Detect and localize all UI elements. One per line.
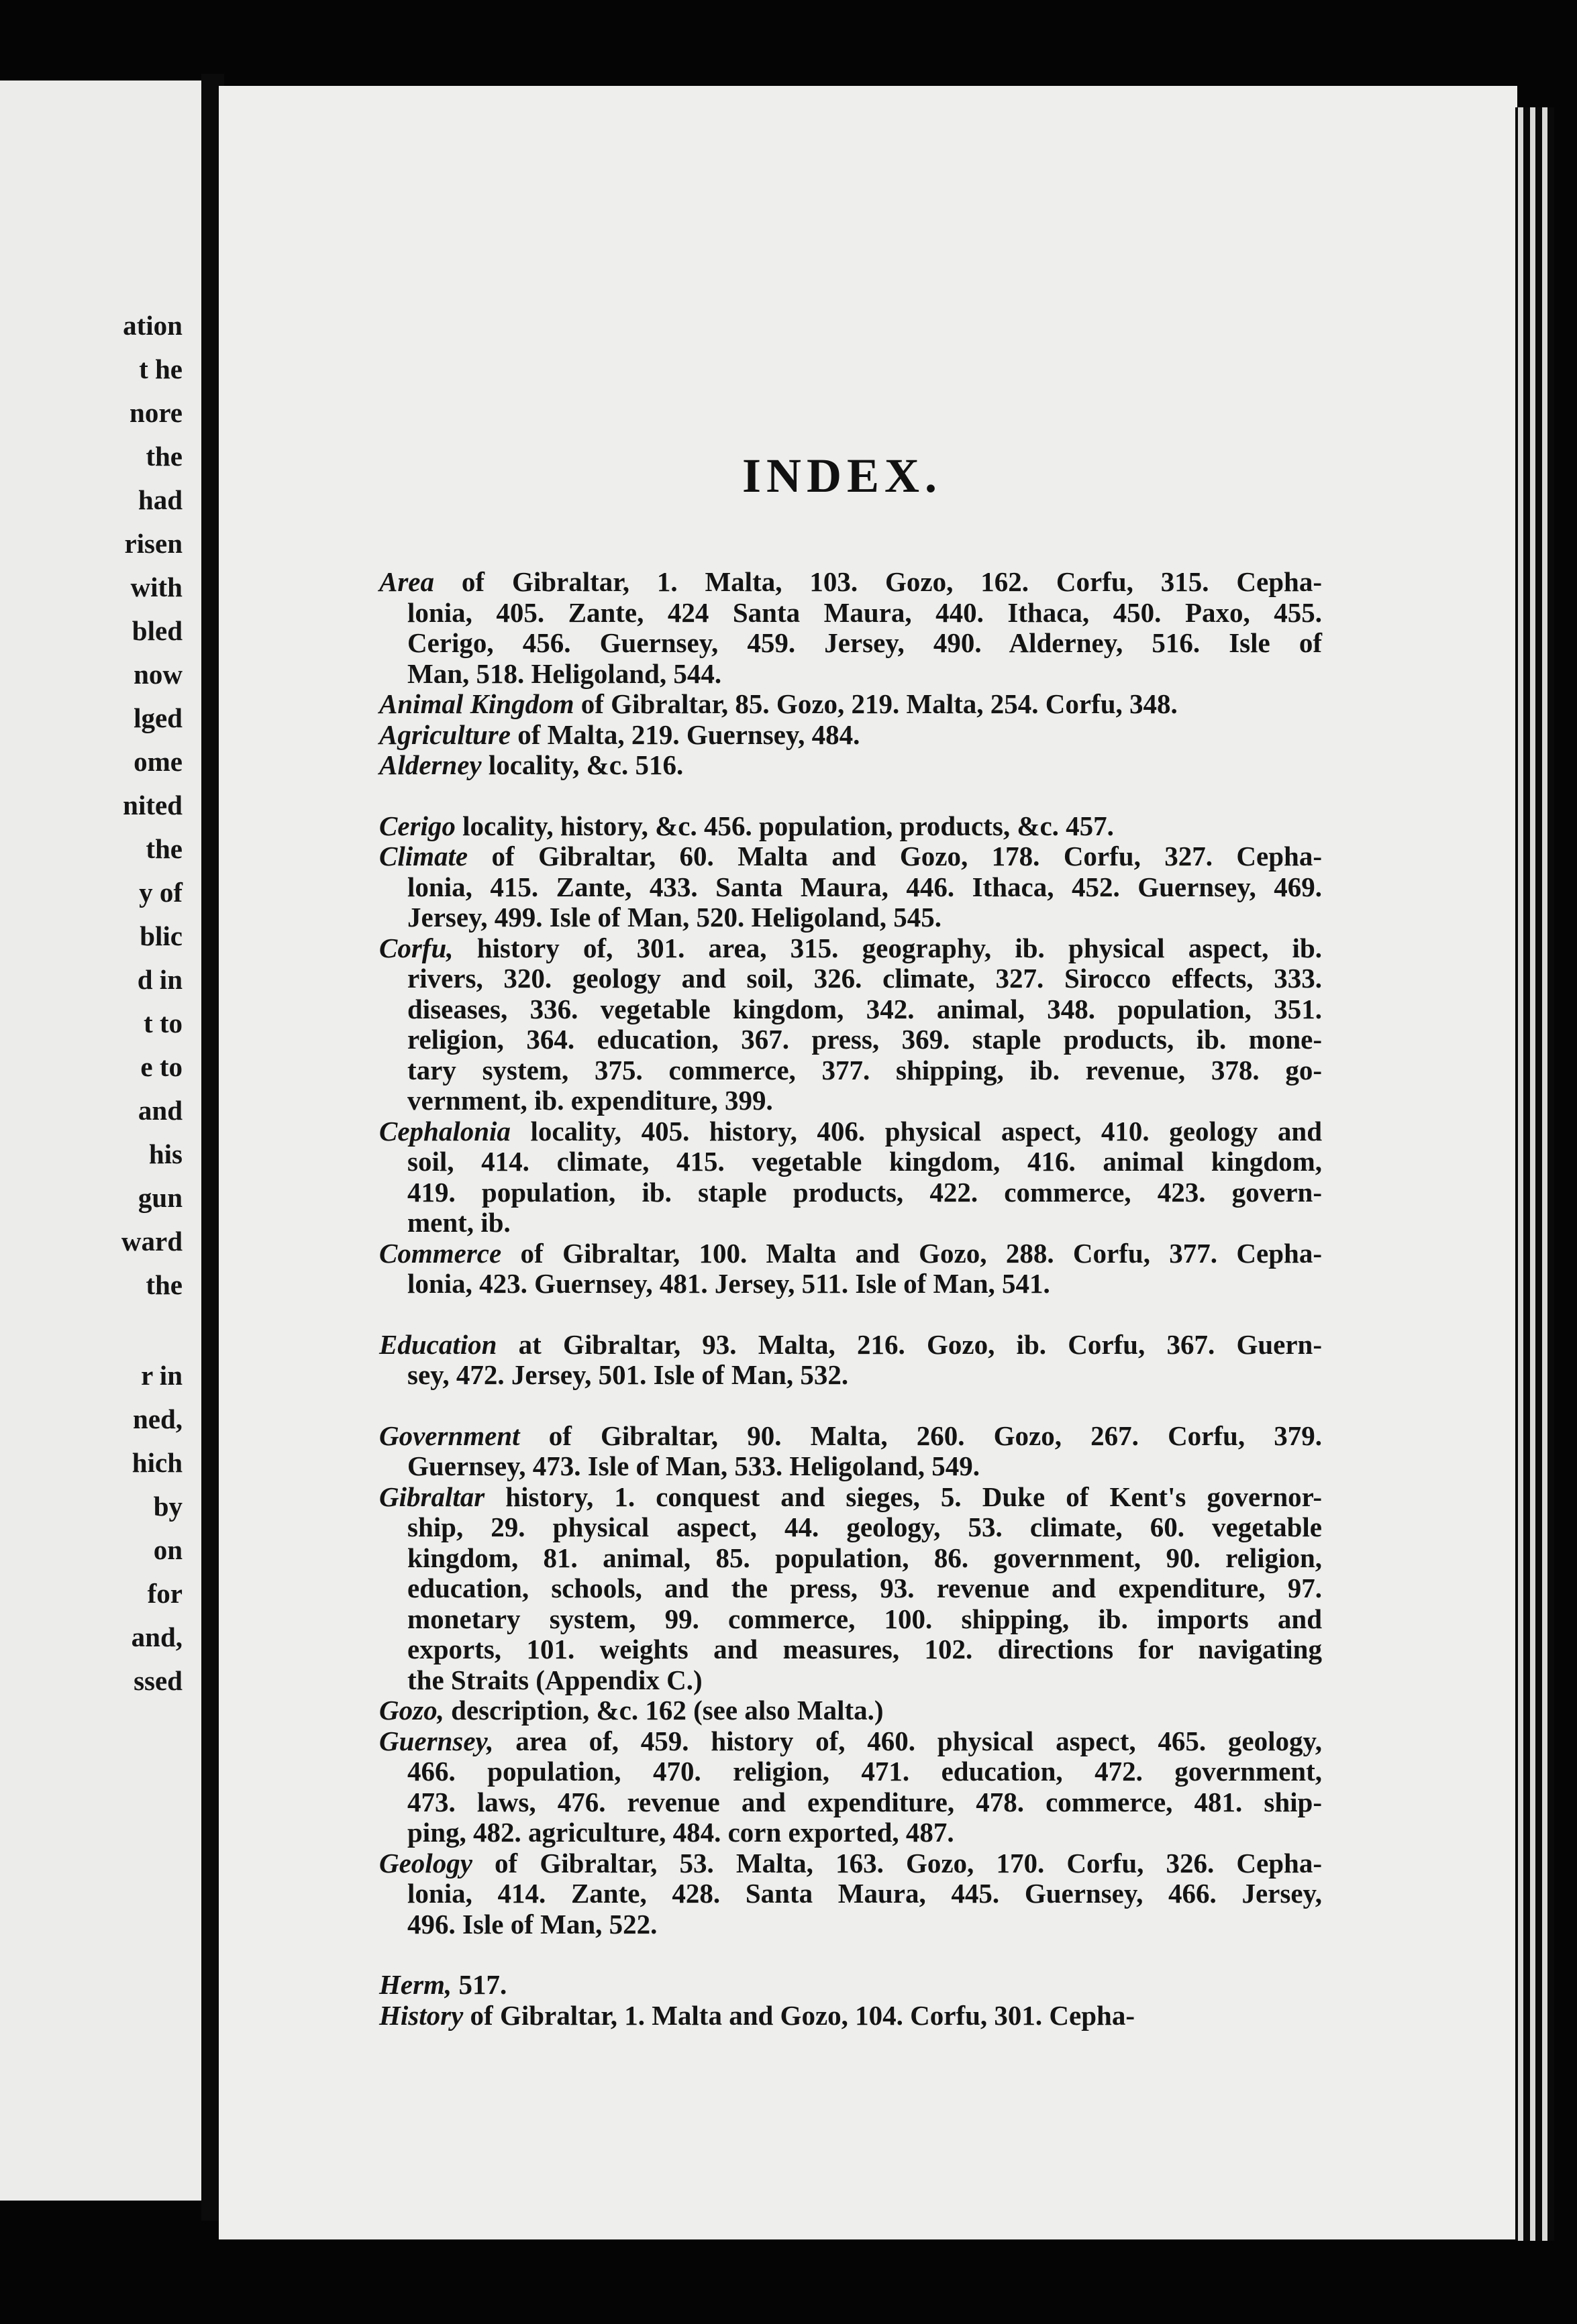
entry-continuation-line: religion, 364. education, 367. press, 369. staple products, ib. mone- <box>407 1024 1322 1055</box>
entry-heading: Gozo, <box>379 1695 444 1726</box>
left-page <box>0 81 201 2201</box>
index-entry <box>379 811 1322 842</box>
entry-heading: Corfu, <box>379 932 454 963</box>
entry-continuation-line: 496. Isle of Man, 522. <box>407 1908 658 1940</box>
index-entry <box>379 1848 1322 1940</box>
left-page-text-fragment: blic <box>140 920 183 951</box>
entry-text: locality, 405. history, 406. physical aspect, 410. geology and <box>510 1115 1322 1147</box>
left-page-text-fragment: the <box>146 833 183 864</box>
entry-text: of Gibraltar, 1. Malta and Gozo, 104. Corfu, 301. Cepha- <box>463 1999 1135 2031</box>
index-entry <box>379 1482 1322 1696</box>
entry-continuation-line: the Straits (Appendix C.) <box>407 1664 703 1695</box>
entry-continuation-line: Cerigo, 456. Guernsey, 459. Jersey, 490. Alderney, 516. Isle of <box>407 627 1322 658</box>
entry-heading: Alderney <box>379 749 482 780</box>
entry-text: history, 1. conquest and sieges, 5. Duke of Kent's governor- <box>485 1481 1322 1512</box>
entry-continuation-line: ping, 482. agriculture, 484. corn exported, 487. <box>407 1817 954 1848</box>
left-page-text-fragment: on <box>153 1534 183 1565</box>
left-page-text-fragment: ward <box>121 1226 183 1257</box>
entry-continuation-line: ship, 29. physical aspect, 44. geology, 53. climate, 60. vegetable <box>407 1512 1322 1542</box>
left-page-text-fragment: ome <box>134 746 183 777</box>
entry-text: of Gibraltar, 100. Malta and Gozo, 288. Corfu, 377. Cepha- <box>501 1237 1322 1269</box>
entry-continuation-line: sey, 472. Jersey, 501. Isle of Man, 532. <box>407 1359 849 1390</box>
entry-continuation-line: lonia, 415. Zante, 433. Santa Maura, 446. Ithaca, 452. Guernsey, 469. <box>407 871 1322 902</box>
entry-continuation-line: soil, 414. climate, 415. vegetable kingdom, 416. animal kingdom, <box>407 1146 1322 1177</box>
entry-continuation-line: Guernsey, 473. Isle of Man, 533. Heligoland, 549. <box>407 1450 980 1481</box>
entry-heading: History <box>379 1999 464 2031</box>
index-entry <box>379 1116 1322 1238</box>
left-page-text-fragment: lged <box>134 702 183 733</box>
entry-heading: Cerigo <box>379 810 456 841</box>
page-edges <box>1515 107 1554 2241</box>
left-page-text-fragment: risen <box>124 528 183 559</box>
left-page-text-fragment: d in <box>137 964 183 995</box>
left-page-text-fragment: nore <box>130 397 183 428</box>
left-page-text-fragment: and <box>138 1095 183 1126</box>
entry-continuation-line: tary system, 375. commerce, 377. shipping, ib. revenue, 378. go- <box>407 1054 1322 1086</box>
entry-continuation-line: rivers, 320. geology and soil, 326. climate, 327. Sirocco effects, 333. <box>407 963 1322 994</box>
entry-heading: Area <box>379 566 434 597</box>
entry-continuation-line: lonia, 414. Zante, 428. Santa Maura, 445. Guernsey, 466. Jersey, <box>407 1878 1322 1909</box>
index-entry <box>379 1726 1322 1848</box>
left-page-text-fragment: gun <box>138 1182 183 1213</box>
left-page-text-fragment: ssed <box>134 1665 183 1696</box>
entry-continuation-line: ment, ib. <box>407 1207 511 1238</box>
left-page-text-fragment: and, <box>131 1622 183 1652</box>
index-entry <box>379 933 1322 1116</box>
index-entry <box>379 1695 1322 1726</box>
left-page-text-fragment: r in <box>141 1360 183 1391</box>
index-entry <box>379 1238 1322 1300</box>
index-entry <box>379 841 1322 933</box>
entry-text: of Gibraltar, 90. Malta, 260. Gozo, 267. Corfu, 379. <box>519 1420 1322 1451</box>
index-entry <box>379 1970 1322 2001</box>
left-page-text-fragment: y of <box>139 877 183 908</box>
entry-heading: Education <box>379 1328 497 1360</box>
entry-text: of Gibraltar, 1. Malta, 103. Gozo, 162. Corfu, 315. Cepha- <box>434 566 1322 597</box>
index-entry <box>379 1421 1322 1482</box>
left-page-text-fragment: with <box>130 572 183 602</box>
left-page-text-fragment: t he <box>139 354 183 384</box>
left-page-text-fragment: e to <box>140 1051 183 1082</box>
entry-continuation-line: Man, 518. Heligoland, 544. <box>407 657 722 689</box>
entry-text: of Gibraltar, 85. Gozo, 219. Malta, 254. Corfu, 348. <box>574 688 1178 719</box>
entry-continuation-line: lonia, 423. Guernsey, 481. Jersey, 511. Isle of Man, 541. <box>407 1268 1050 1299</box>
left-page-text-fragment: ation <box>123 310 183 341</box>
entry-text: locality, history, &c. 456. population, products, &c. 457. <box>455 810 1114 841</box>
entry-heading: Cephalonia <box>379 1115 511 1147</box>
entry-text: 517. <box>452 1969 507 2000</box>
left-page-text-fragment: ned, <box>132 1404 183 1434</box>
entry-continuation-line: education, schools, and the press, 93. revenue and expenditure, 97. <box>407 1573 1322 1603</box>
left-page-text-fragment: bled <box>132 615 183 646</box>
left-page-text-fragment: for <box>147 1578 183 1609</box>
index-entry <box>379 689 1322 720</box>
entry-continuation-line: monetary system, 99. commerce, 100. shipping, ib. imports and <box>407 1603 1322 1634</box>
entry-continuation-line: Jersey, 499. Isle of Man, 520. Heligoland, 545. <box>407 902 942 933</box>
entry-text: description, &c. 162 (see also Malta.) <box>444 1695 884 1726</box>
entry-heading: Geology <box>379 1847 472 1879</box>
entry-text: locality, &c. 516. <box>481 749 684 780</box>
entry-heading: Animal Kingdom <box>379 688 574 719</box>
left-page-text-fragment: had <box>138 484 183 515</box>
entry-text: of Malta, 219. Guernsey, 484. <box>510 719 860 750</box>
entry-continuation-line: 473. laws, 476. revenue and expenditure, 478. commerce, 481. ship- <box>407 1786 1322 1817</box>
page-title: INDEX. <box>742 449 943 503</box>
left-page-text-fragment: hich <box>132 1447 183 1478</box>
entry-heading: Agriculture <box>379 719 511 750</box>
entry-continuation-line: lonia, 405. Zante, 424 Santa Maura, 440. Ithaca, 450. Paxo, 455. <box>407 596 1322 628</box>
entry-continuation-line: diseases, 336. vegetable kingdom, 342. animal, 348. population, 351. <box>407 993 1322 1024</box>
entry-text: of Gibraltar, 60. Malta and Gozo, 178. Corfu, 327. Cepha- <box>468 841 1322 872</box>
left-page-text-fragment: t to <box>143 1008 183 1039</box>
left-page-text-fragment: the <box>146 1269 183 1300</box>
entry-heading: Guernsey, <box>379 1725 494 1756</box>
index-entry <box>379 567 1322 689</box>
entry-heading: Commerce <box>379 1237 502 1269</box>
entry-heading: Climate <box>379 841 468 872</box>
left-page-text-fragment: by <box>153 1491 183 1522</box>
entry-continuation-line: 419. population, ib. staple products, 422. commerce, 423. govern- <box>407 1176 1322 1208</box>
entry-heading: Herm, <box>379 1969 452 2000</box>
entry-continuation-line: vernment, ib. expenditure, 399. <box>407 1085 773 1116</box>
index-entry <box>379 720 1322 751</box>
index-entry <box>379 750 1322 781</box>
left-page-text-fragment: the <box>146 441 183 472</box>
index-entries <box>379 567 1322 2031</box>
index-entry <box>379 1330 1322 1391</box>
left-page-text-fragment: nited <box>123 790 183 821</box>
entry-heading: Government <box>379 1420 520 1451</box>
left-page-text-fragment: his <box>148 1139 183 1169</box>
entry-text: at Gibraltar, 93. Malta, 216. Gozo, ib. Corfu, 367. Guern- <box>497 1328 1322 1360</box>
entry-continuation-line: exports, 101. weights and measures, 102. directions for navigating <box>407 1634 1322 1665</box>
entry-continuation-line: kingdom, 81. animal, 85. population, 86. government, 90. religion, <box>407 1542 1322 1573</box>
entry-text: of Gibraltar, 53. Malta, 163. Gozo, 170. Corfu, 326. Cepha- <box>472 1847 1322 1879</box>
entry-continuation-line: 466. population, 470. religion, 471. education, 472. government, <box>407 1756 1322 1787</box>
entry-text: area of, 459. history of, 460. physical aspect, 465. geology, <box>493 1725 1322 1756</box>
entry-heading: Gibraltar <box>379 1481 485 1512</box>
index-entry <box>379 2001 1322 2031</box>
left-page-text-fragment: now <box>134 659 183 690</box>
entry-text: history of, 301. area, 315. geography, ib. physical aspect, ib. <box>453 932 1322 963</box>
